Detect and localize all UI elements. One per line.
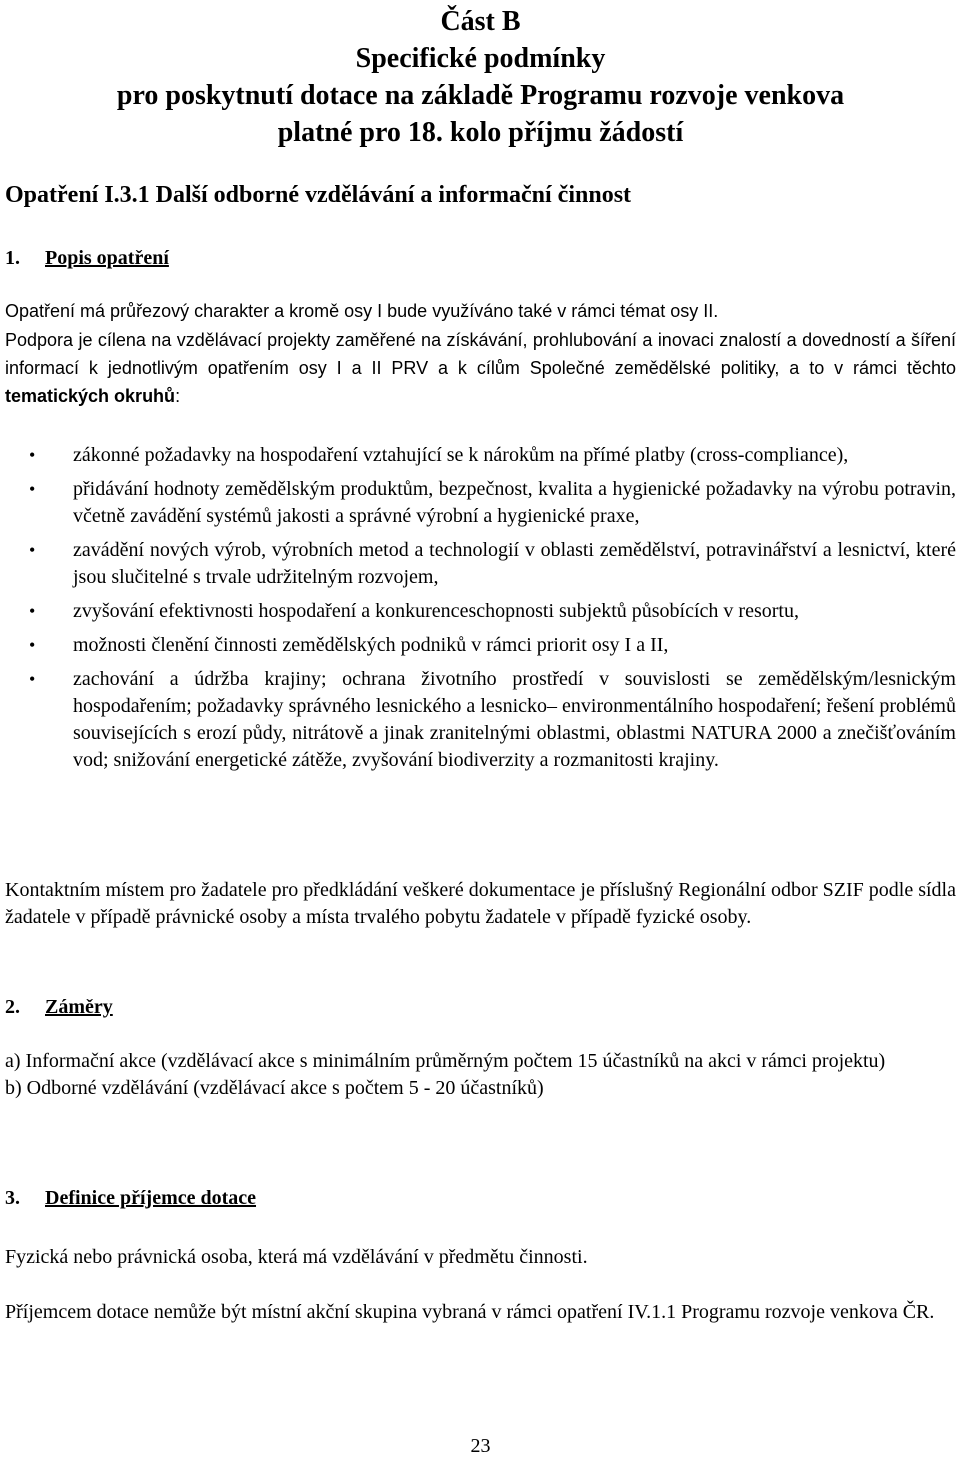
bullet-icon: • <box>29 540 36 560</box>
topic-text: zachování a údržba krajiny; ochrana životního prostředí v souvislosti se zemědělským/lesnickým hospodařením; požadavky správného lesnického a lesnicko– environmentálního hospodaření; řešení problémů souvisejících s erozí půdy, nitrátově a jinak zranitelnými oblastmi, oblastmi NATURA 2000 a znečišťováním vod; snižování energetické zátěže, zvyšování biodiverzity a rozmanitosti krajiny. <box>73 668 956 771</box>
measure-heading: Opatření I.3.1 Další odborné vzdělávání a informační činnost <box>5 182 632 208</box>
section-1-heading <box>5 244 169 272</box>
list-item <box>5 632 956 659</box>
section-label: Popis opatření <box>45 247 169 269</box>
list-item <box>5 442 956 469</box>
title-line-1: Část B <box>440 6 521 37</box>
topic-text: zvyšování efektivnosti hospodaření a konkurenceschopnosti subjektů působících v resortu, <box>73 600 799 622</box>
topic-text: přidávání hodnoty zemědělským produktům, bezpečnost, kvalita a hygienické požadavky na výrobu potravin, včetně zavádění systémů jakosti a správné výrobní a hygienické praxe, <box>73 478 956 527</box>
topic-text: zavádění nových výrob, výrobních metod a technologií v oblasti zemědělství, potravinářství a lesnictví, které jsou slučitelné s trvale udržitelným rozvojem, <box>73 539 956 588</box>
list-item <box>5 476 956 530</box>
intent-a: a) Informační akce (vzdělávací akce s minimálním průměrným počtem 15 účastníků na akci v rámci projektu) <box>5 1050 886 1072</box>
list-item <box>5 666 956 774</box>
contact-paragraph: Kontaktním místem pro žadatele pro předkládání veškeré dokumentace je příslušný Regionální odbor SZIF podle sídla žadatele v případě právnické osoby a místa trvalého pobytu žadatele v případě fyzické osoby. <box>5 879 956 928</box>
section-number: 1. <box>5 247 20 269</box>
list-item <box>5 598 956 625</box>
intent-b: b) Odborné vzdělávání (vzdělávací akce s počtem 5 - 20 účastníků) <box>5 1077 544 1099</box>
section-number: 2. <box>5 996 20 1018</box>
topic-text: možnosti členění činnosti zemědělských podniků v rámci priorit osy I a II, <box>73 634 669 656</box>
bullet-icon: • <box>29 669 36 689</box>
section-3-heading <box>5 1184 256 1212</box>
topic-text: zákonné požadavky na hospodaření vztahující se k nárokům na přímé platby (cross-compliance), <box>73 444 849 466</box>
bullet-icon: • <box>29 635 36 655</box>
support-end: : <box>175 386 181 406</box>
page-number: 23 <box>470 1435 491 1457</box>
bullet-icon: • <box>29 445 36 465</box>
recipient-paragraph-1: Fyzická nebo právnická osoba, která má vzdělávání v předmětu činnosti. <box>5 1246 588 1268</box>
support-text: Podpora je cílena na vzdělávací projekty zaměřené na získávání, prohlubování a inovaci znalostí a dovedností a šíření informací k jednotlivým opatřením osy I a II PRV a k cílům Společné zemědělské politiky, a to v rámci těchto <box>5 330 956 378</box>
intro-line: Opatření má průřezový charakter a kromě osy I bude využíváno také v rámci témat osy II. <box>5 301 719 321</box>
bullet-icon: • <box>29 479 36 499</box>
document-page <box>5 0 956 1457</box>
list-item <box>5 537 956 591</box>
section-label: Definice příjemce dotace <box>45 1187 257 1209</box>
intents-block <box>5 1048 956 1102</box>
title-line-4: platné pro 18. kolo příjmu žádostí <box>277 117 684 148</box>
section-label: Záměry <box>45 996 113 1018</box>
recipient-paragraph-2: Příjemcem dotace nemůže být místní akční skupina vybraná v rámci opatření IV.1.1 Programu rozvoje venkova ČR. <box>5 1301 935 1323</box>
support-paragraph <box>5 326 956 410</box>
support-bold-term: tematických okruhů <box>5 386 176 406</box>
section-2-heading <box>5 993 113 1021</box>
bullet-icon: • <box>29 601 36 621</box>
topics-list <box>5 442 956 781</box>
document-title <box>5 0 956 151</box>
section-number: 3. <box>5 1187 20 1209</box>
title-line-2: Specifické podmínky <box>355 43 606 74</box>
title-line-3: pro poskytnutí dotace na základě Programu rozvoje venkova <box>116 80 845 111</box>
